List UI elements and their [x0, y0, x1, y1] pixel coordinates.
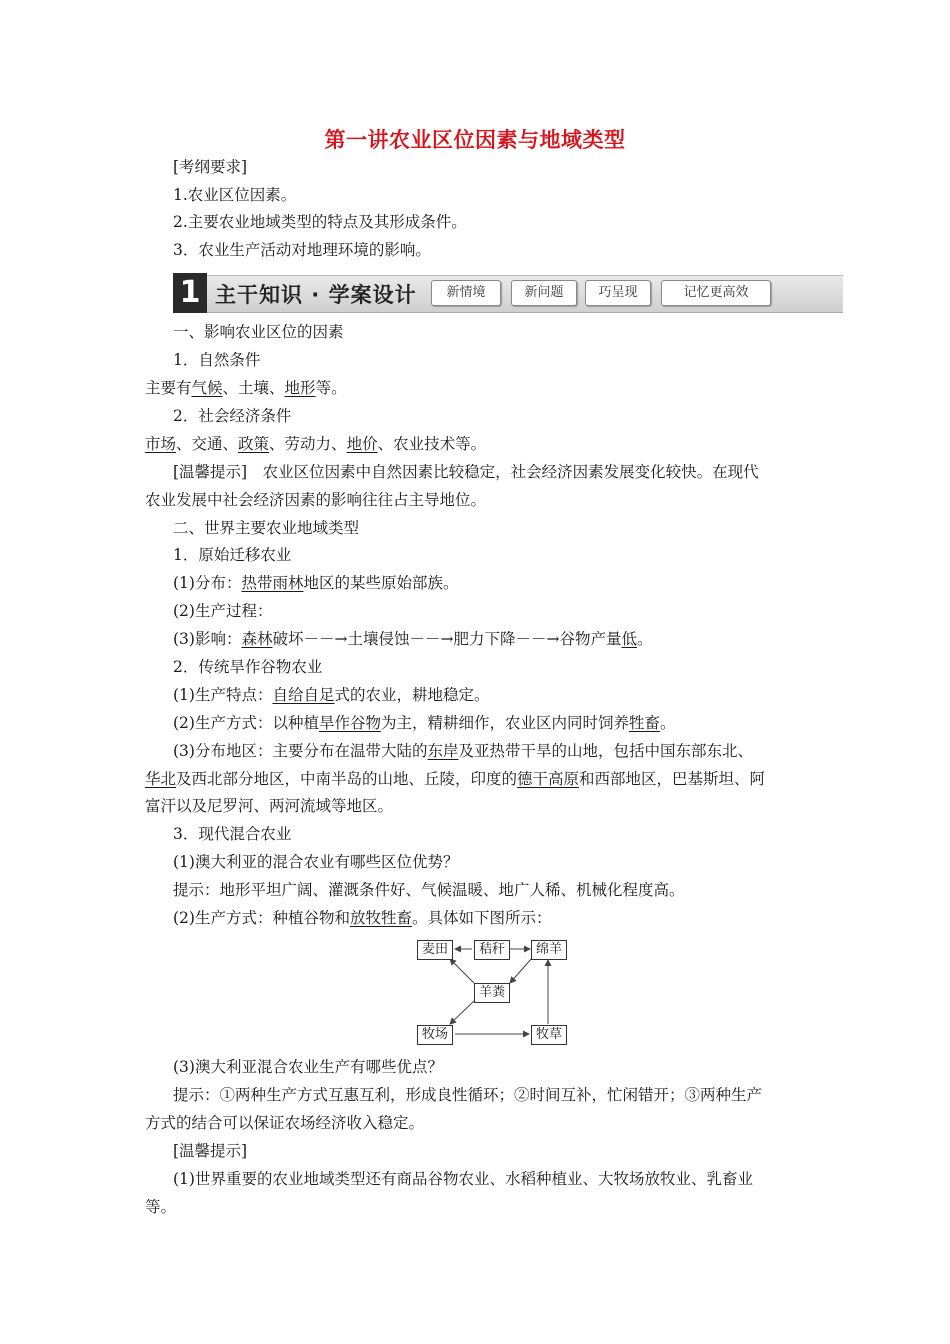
paragraph: 华北及西北部分地区，中南半岛的山地、丘陵，印度的德干高原和西部地区，巴基斯坦、阿	[145, 770, 766, 788]
requirements-heading: [考纲要求]	[173, 158, 248, 176]
paragraph: (3)影响：森林破坏－－→土壤侵蚀－－→肥力下降－－→谷物产量低。	[173, 630, 653, 648]
node-pasture: 牧场	[417, 1025, 453, 1045]
requirement-item: 3．农业生产活动对地理环境的影响。	[173, 241, 431, 259]
arrow-sheep-to-manure	[510, 958, 532, 983]
subheading: 2．传统旱作谷物农业	[173, 658, 323, 676]
node-wheat-field: 麦田	[417, 940, 453, 960]
banner-title: 主干知识 · 学案设计	[215, 283, 417, 307]
tag-new-question: 新问题	[511, 280, 577, 306]
paragraph: (1)分布：热带雨林地区的某些原始部族。	[173, 574, 459, 592]
paragraph: 市场、交通、政策、劳动力、地价、农业技术等。	[145, 435, 487, 453]
requirement-item: 1.农业区位因素。	[173, 186, 297, 204]
question: (3)澳大利亚混合农业生产有哪些优点？	[173, 1058, 443, 1076]
paragraph: (3)分布地区：主要分布在温带大陆的东岸及亚热带干旱的山地，包括中国东部东北、	[173, 742, 753, 760]
subheading: 2．社会经济条件	[173, 407, 292, 425]
section-banner	[173, 273, 843, 313]
paragraph: (2)生产方式：以种植旱作谷物为主，精耕细作，农业区内同时饲养牲畜。	[173, 714, 676, 732]
answer: 方式的结合可以保证农场经济收入稳定。	[145, 1114, 425, 1132]
tag-presentation: 巧呈现	[585, 280, 651, 306]
arrow-manure-to-pasture	[450, 1001, 474, 1024]
subheading: 1．自然条件	[173, 351, 261, 369]
tip-heading: [温馨提示]	[173, 1142, 248, 1160]
answer: 提示：地形平坦广阔、灌溉条件好、气候温暖、地广人稀、机械化程度高。	[173, 881, 685, 899]
page-title: 第一讲农业区位因素与地域类型	[324, 128, 626, 152]
tag-memory: 记忆更高效	[661, 280, 771, 306]
subheading: 3．现代混合农业	[173, 825, 292, 843]
subheading: 1．原始迁移农业	[173, 546, 292, 564]
arrow-manure-to-wheat	[450, 959, 474, 983]
banner-number: 1	[173, 273, 207, 313]
tip-text: 等。	[145, 1198, 177, 1216]
tip-text: [温馨提示] 农业区位因素中自然因素比较稳定，社会经济因素发展变化较快。在现代	[173, 463, 759, 481]
section-heading: 二、世界主要农业地域类型	[173, 519, 360, 537]
section-heading: 一、影响农业区位的因素	[173, 323, 344, 341]
answer: 提示：①两种生产方式互惠互利，形成良性循环；②时间互补，忙闲错开；③两种生产	[173, 1086, 763, 1104]
tag-new-situation: 新情境	[431, 280, 501, 306]
requirement-item: 2.主要农业地域类型的特点及其形成条件。	[173, 213, 467, 231]
node-sheep: 绵羊	[531, 940, 567, 960]
question: (1)澳大利亚的混合农业有哪些区位优势？	[173, 853, 459, 871]
paragraph: 主要有气候、土壤、地形等。	[145, 379, 347, 397]
paragraph: (2)生产过程：	[173, 602, 273, 620]
mixed-farming-diagram	[410, 933, 580, 1048]
paragraph: 富汗以及尼罗河、两河流域等地区。	[145, 797, 394, 815]
node-grass: 牧草	[531, 1025, 567, 1045]
tip-text: 农业发展中社会经济因素的影响往往占主导地位。	[145, 491, 487, 509]
node-straw: 秸秆	[474, 940, 510, 960]
paragraph: (1)生产特点：自给自足式的农业，耕地稳定。	[173, 686, 490, 704]
paragraph: (2)生产方式：种植谷物和放牧牲畜。具体如下图所示：	[173, 909, 552, 927]
node-manure: 羊粪	[474, 983, 510, 1003]
tip-text: (1)世界重要的农业地域类型还有商品谷物农业、水稻种植业、大牧场放牧业、乳畜业	[173, 1170, 753, 1188]
